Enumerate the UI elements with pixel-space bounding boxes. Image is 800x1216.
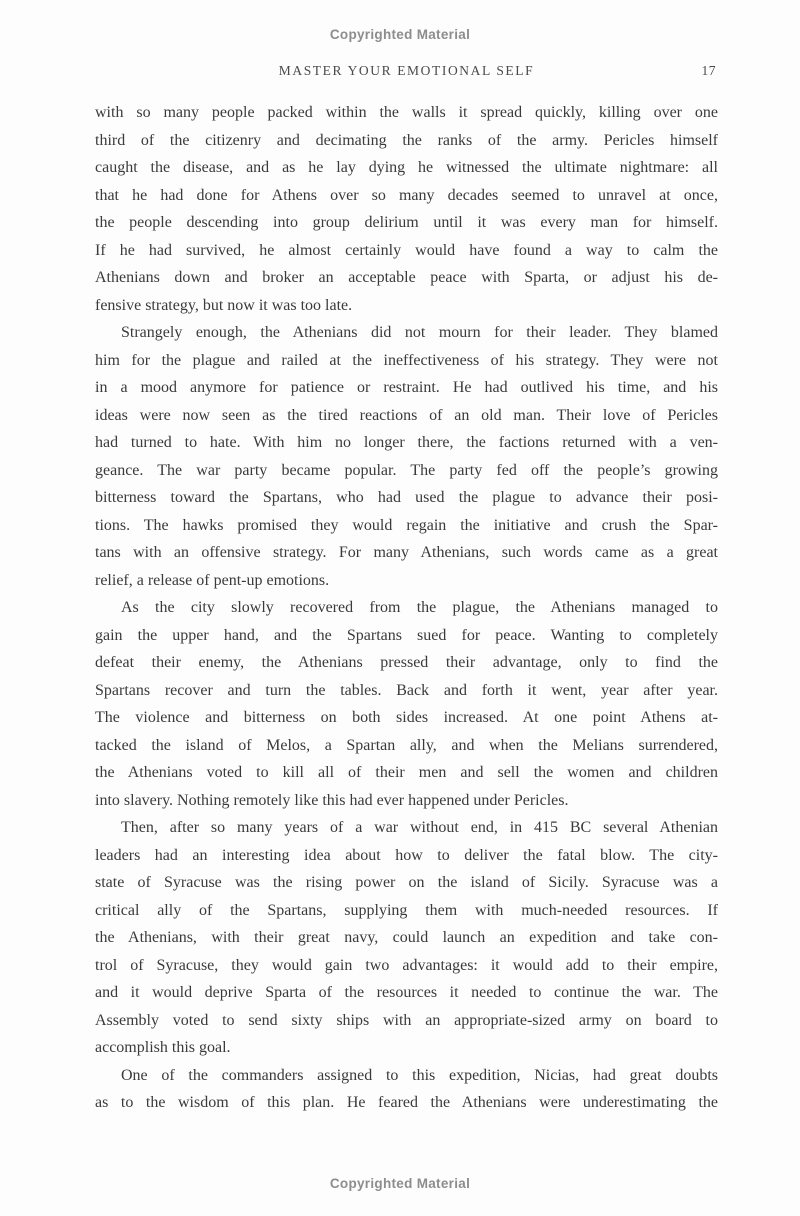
text-line: Then, after so many years of a war without end, in 415 BC several Athenian	[121, 819, 718, 836]
text-line: As the city slowly recovered from the plague, the Athenians managed to	[121, 599, 718, 616]
text-line: him for the plague and railed at the ineffectiveness of his strategy. They were not	[95, 351, 718, 369]
text-line: state of Syracuse was the rising power on the island of Sicily. Syracuse was a	[95, 874, 718, 891]
text-line: tans with an offensive strategy. For many Athenians, such words came as a great	[95, 544, 718, 561]
text-line: third of the citizenry and decimating the ranks of the army. Pericles himself	[95, 131, 718, 149]
body-text	[95, 99, 718, 1117]
copyright-notice-bottom: Copyrighted Material	[329, 1176, 471, 1191]
text-line: the people descending into group delirium until it was every man for himself.	[95, 214, 718, 231]
text-line: had turned to hate. With him no longer there, the factions returned with a ven-	[95, 434, 718, 451]
text-line: with so many people packed within the walls it spread quickly, killing over one	[95, 104, 718, 121]
running-header	[95, 62, 718, 80]
text-line: Athenians down and broker an acceptable peace with Sparta, or adjust his de-	[95, 269, 718, 286]
paragraph	[95, 319, 718, 594]
text-line: caught the disease, and as he lay dying he witnessed the ultimate nightmare: all	[95, 159, 718, 176]
copyright-notice-top: Copyrighted Material	[329, 27, 471, 42]
paragraph	[95, 99, 718, 319]
text-line: bitterness toward the Spartans, who had used the plague to advance their posi-	[95, 489, 718, 506]
text-line: ideas were now seen as the tired reactions of an old man. Their love of Pericles	[95, 406, 718, 424]
text-line: fensive strategy, but now it was too late.	[95, 296, 353, 314]
text-line: accomplish this goal.	[95, 1039, 231, 1056]
chapter-title: MASTER YOUR EMOTIONAL SELF	[278, 63, 535, 78]
text-line: If he had survived, he almost certainly would have found a way to calm the	[95, 241, 718, 259]
text-line: as to the wisdom of this plan. He feared the Athenians were underestimating the	[95, 1094, 718, 1111]
text-line: tions. The hawks promised they would regain the initiative and crush the Spar-	[95, 516, 718, 534]
text-line: defeat their enemy, the Athenians pressed their advantage, only to find the	[95, 654, 718, 671]
text-line: critical ally of the Spartans, supplying them with much-needed resources. If	[95, 901, 718, 919]
text-line: Spartans recover and turn the tables. Back and forth it went, year after year.	[95, 681, 718, 699]
text-line: tacked the island of Melos, a Spartan ally, and when the Melians surrendered,	[95, 736, 718, 754]
text-line: One of the commanders assigned to this expedition, Nicias, had great doubts	[121, 1066, 718, 1084]
text-line: and it would deprive Sparta of the resources it needed to continue the war. The	[95, 984, 718, 1001]
text-line: the Athenians voted to kill all of their men and sell the women and children	[95, 764, 718, 781]
text-line: in a mood anymore for patience or restraint. He had outlived his time, and his	[95, 379, 718, 396]
text-line: The violence and bitterness on both sides increased. At one point Athens at-	[95, 709, 718, 726]
text-line: that he had done for Athens over so many decades seemed to unravel at once,	[95, 186, 718, 204]
text-line: gain the upper hand, and the Spartans sued for peace. Wanting to completely	[95, 626, 718, 644]
text-line: the Athenians, with their great navy, could launch an expedition and take con-	[95, 929, 718, 946]
text-line: Assembly voted to send sixty ships with an appropriate-sized army on board to	[95, 1011, 718, 1029]
text-line: into slavery. Nothing remotely like this had ever happened under Pericles.	[95, 791, 569, 809]
paragraph	[95, 814, 718, 1062]
text-line: relief, a release of pent-up emotions.	[95, 571, 330, 589]
paragraph	[95, 594, 718, 814]
text-line: trol of Syracuse, they would gain two advantages: it would add to their empire,	[95, 956, 718, 974]
paragraph	[95, 1062, 718, 1117]
text-line: leaders had an interesting idea about how to deliver the fatal blow. The city-	[95, 846, 718, 864]
text-line: Strangely enough, the Athenians did not mourn for their leader. They blamed	[121, 324, 718, 341]
text-line: geance. The war party became popular. The party fed off the people’s growing	[95, 461, 718, 479]
page-number: 17	[701, 63, 716, 78]
